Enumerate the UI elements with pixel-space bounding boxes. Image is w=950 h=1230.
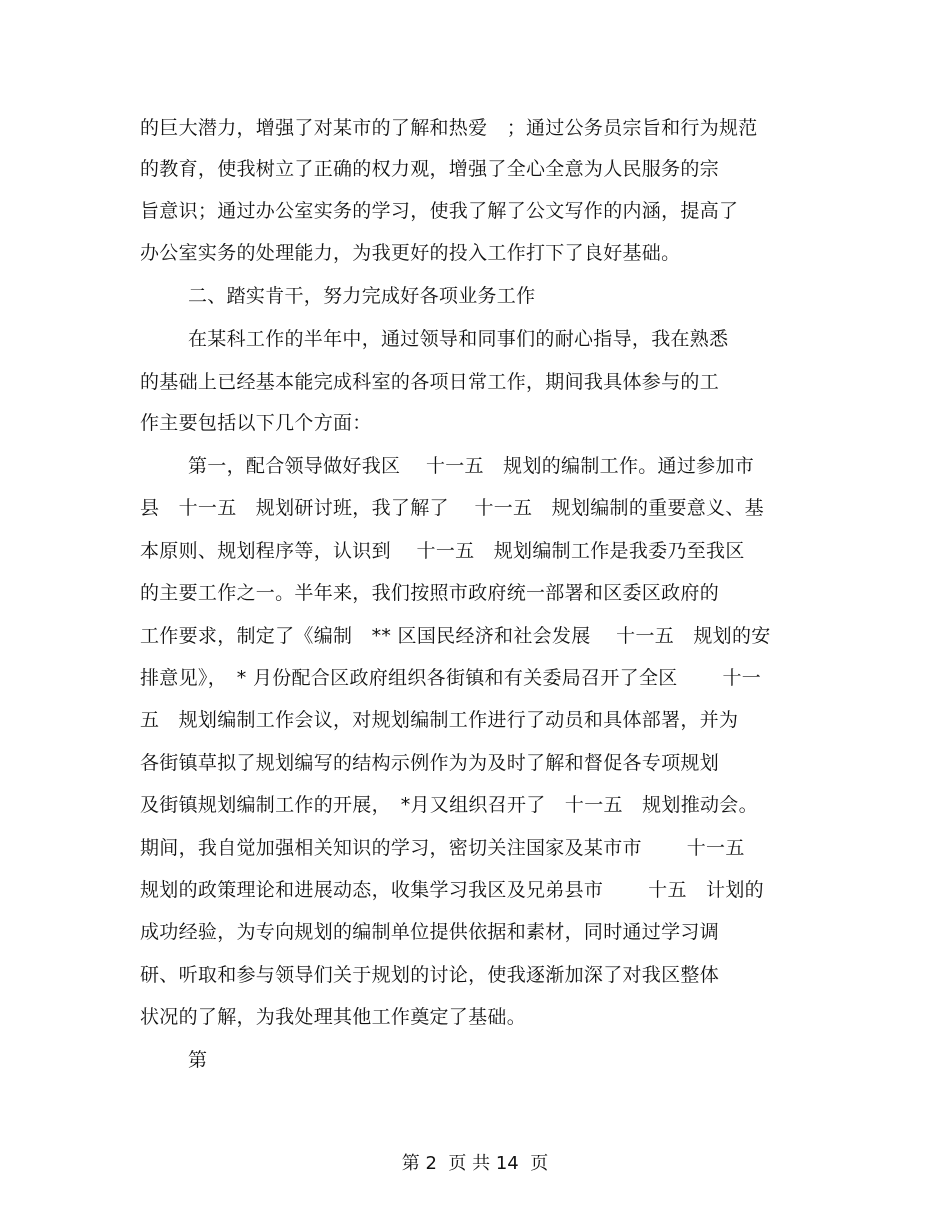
- body-line: 排意见》， * 月份配合区政府组织各街镇和有关委局召开了全区 十一: [140, 667, 762, 689]
- body-line: 五 规划编制工作会议，对规划编制工作进行了动员和具体部署，并为: [140, 709, 739, 731]
- section-heading: 二、踏实肯干，努力完成好各项业务工作: [188, 285, 536, 307]
- body-line: 的教育，使我树立了正确的权力观，增强了全心全意为人民服务的宗: [140, 158, 720, 180]
- body-line: 工作要求，制定了《编制 ** 区国民经济和社会发展 十一五 规划的安: [140, 625, 771, 647]
- body-line: 在某科工作的半年中，通过领导和同事们的耐心指导，我在熟悉: [188, 328, 729, 350]
- body-line: 本原则、规划程序等，认识到 十一五 规划编制工作是我委乃至我区: [140, 540, 745, 562]
- body-line: 的巨大潜力，增强了对某市的了解和热爱 ；通过公务员宗旨和行为规范: [140, 117, 758, 139]
- body-line: 成功经验，为专向规划的编制单位提供依据和素材，同时通过学习调: [140, 921, 720, 943]
- body-line: 研、听取和参与领导们关于规划的讨论，使我逐渐加深了对我区整体: [140, 964, 720, 986]
- page-number-footer: 第 2 页 共 14 页: [401, 1153, 549, 1174]
- body-line: 各街镇草拟了规划编写的结构示例作为为及时了解和督促各专项规划: [140, 752, 720, 774]
- body-line: 作主要包括以下几个方面：: [140, 412, 372, 434]
- body-line: 县 十一五 规划研讨班，我了解了 十一五 规划编制的重要意义、基: [140, 497, 764, 519]
- body-line: 的基础上已经基本能完成科室的各项日常工作，期间我具体参与的工: [140, 371, 720, 393]
- body-line: 办公室实务的处理能力，为我更好的投入工作打下了良好基础。: [140, 242, 681, 264]
- body-line: 及街镇规划编制工作的开展， *月又组织召开了 十一五 规划推动会。: [140, 794, 758, 816]
- body-line: 第一，配合领导做好我区 十一五 规划的编制工作。通过参加市: [188, 455, 755, 477]
- body-line: 规划的政策理论和进展动态，收集学习我区及兄弟县市 十五 计划的: [140, 879, 764, 901]
- body-line: 的主要工作之一。半年来，我们按照市政府统一部署和区委区政府的: [140, 582, 720, 604]
- body-line: 第: [188, 1049, 208, 1071]
- body-line: 状况的了解，为我处理其他工作奠定了基础。: [140, 1006, 527, 1028]
- body-line: 旨意识；通过办公室实务的学习，使我了解了公文写作的内涵，提高了: [140, 200, 739, 222]
- body-line: 期间，我自觉加强相关知识的学习，密切关注国家及某市市 十一五: [140, 837, 745, 859]
